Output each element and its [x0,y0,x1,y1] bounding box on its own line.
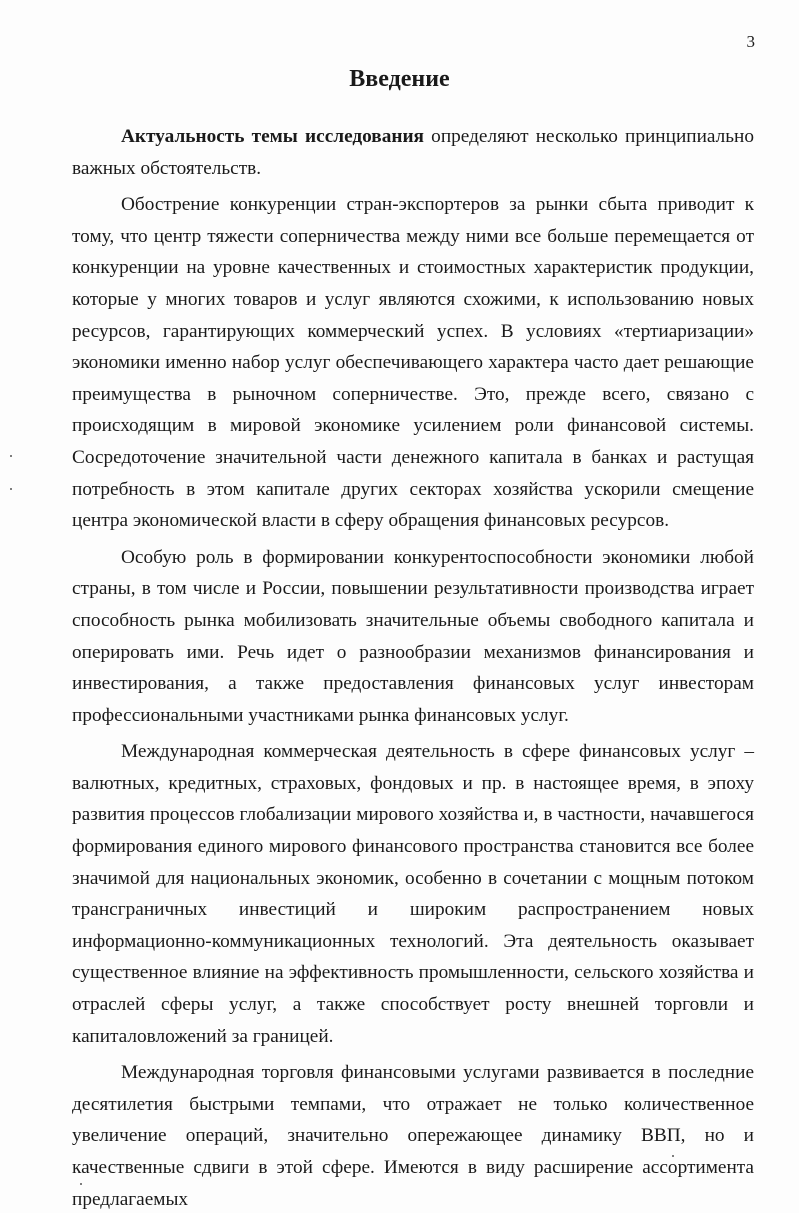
body-text [72,121,754,1215]
paragraph-relevance [72,121,754,184]
scan-speck [672,1155,674,1157]
page-number: 3 [746,32,755,51]
scan-speck [80,1183,82,1185]
paragraph: Особую роль в формировании конкурентоспособности экономики любой страны, в том числе и России, повышении результативности производства играет способность рынка мобилизовать значительные объемы свободного капитала и оперировать ими. Речь идет о разнообразии механизмов финансирования и инвестирования, а также предоставления финансовых услуг инвесторам профессиональными участниками рынка финансовых услуг. [72,546,754,726]
relevance-lead: Актуальность темы исследования [121,126,424,147]
scan-speck [10,488,12,490]
paragraph: Международная коммерческая деятельность в сфере финансовых услуг – валютных, кредитных, страховых, фондовых и пр. в настоящее время, в эпоху развития процессов глобализации мирового хозяйства и, в частности, начавшегося формирования единого мирового финансового пространства становится все более значимой для национальных экономик, особенно в сочетании с мощным потоком трансграничных инвестиций и широким распространением новых информационно-коммуникационных технологий. Эта деятельность оказывает существенное влияние на эффективность промышленности, сельского хозяйства и отраслей сферы услуг, а также способствует росту внешней торговли и капиталовложений за границей. [72,741,754,1047]
paragraph: Международная торговля финансовыми услугами развивается в последние десятилетия быстрыми темпами, что отражает не только количественное увеличение операций, значительно опережающее динамику ВВП, но и качественные сдвиги в этой сфере. Имеются в виду расширение ассортимента предлагаемых [72,1062,754,1210]
paragraph: Обострение конкуренции стран-экспортеров за рынки сбыта приводит к тому, что центр тяжести соперничества между ними все больше перемещается от конкуренции на уровне качественных и стоимостных характеристик продукции, которые у многих товаров и услуг являются схожими, к использованию новых ресурсов, гарантирующих коммерческий успех. В условиях «тертиаризации» экономики именно набор услуг обеспечивающего характера часто дает решающие преимущества в рыночном соперничестве. Это, прежде всего, связано с происходящим в мировой экономике усилением роли финансовой системы. Сосредоточение значительной части денежного капитала в банках и растущая потребность в этом капитале других секторах хозяйства ускорили смещение центра экономической власти в сферу обращения финансовых ресурсов. [72,194,754,532]
page-title: Введение [349,66,450,92]
relevance-rest: определяют несколько принципиально важных обстоятельств. [72,126,755,179]
scan-speck [10,455,12,457]
